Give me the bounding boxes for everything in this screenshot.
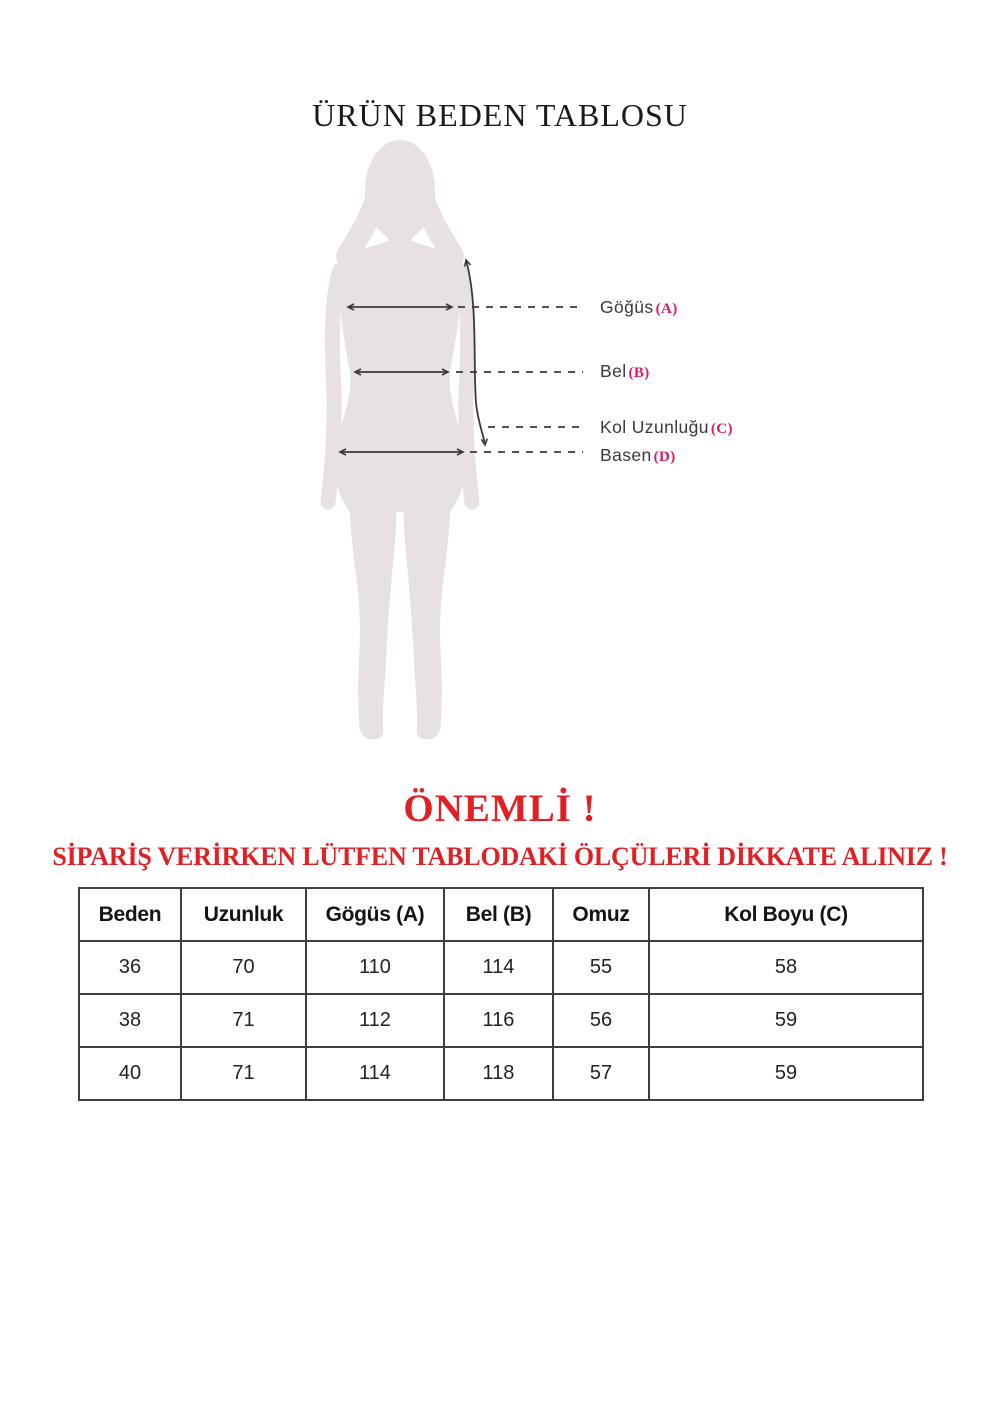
cell: 58 — [649, 941, 923, 994]
warning-text: SİPARİŞ VERİRKEN LÜTFEN TABLODAKİ ÖLÇÜLERİ DİKKATE ALINIZ ! — [52, 842, 948, 871]
size-table — [78, 887, 924, 1101]
cell: 59 — [649, 994, 923, 1047]
cell: 70 — [181, 941, 306, 994]
table-row — [79, 1047, 923, 1100]
label-arm-length-code: (C) — [710, 421, 733, 437]
cell: 114 — [306, 1047, 444, 1100]
header-beden: Beden — [79, 888, 181, 941]
label-hip-code: (D) — [653, 449, 676, 465]
label-chest-text: Göğüs — [600, 297, 654, 317]
header-gogus: Gögüs (A) — [306, 888, 444, 941]
label-arm-length — [600, 416, 733, 438]
label-chest-code: (A) — [655, 301, 678, 317]
cell: 71 — [181, 994, 306, 1047]
cell: 56 — [553, 994, 649, 1047]
cell: 55 — [553, 941, 649, 994]
header-kol-boyu: Kol Boyu (C) — [649, 888, 923, 941]
label-chest — [600, 296, 678, 318]
header-omuz: Omuz — [553, 888, 649, 941]
label-hip-text: Basen — [600, 445, 652, 465]
label-waist — [600, 360, 650, 382]
body-measurement-diagram — [290, 138, 585, 750]
cell: 118 — [444, 1047, 553, 1100]
table-row — [79, 994, 923, 1047]
header-uzunluk: Uzunluk — [181, 888, 306, 941]
cell: 110 — [306, 941, 444, 994]
cell: 116 — [444, 994, 553, 1047]
label-arm-length-text: Kol Uzunluğu — [600, 417, 709, 437]
cell: 36 — [79, 941, 181, 994]
label-waist-code: (B) — [628, 365, 650, 381]
important-heading: ÖNEMLİ ! — [403, 787, 597, 830]
cell: 59 — [649, 1047, 923, 1100]
cell: 112 — [306, 994, 444, 1047]
size-table-header-row — [79, 888, 923, 941]
page-title: ÜRÜN BEDEN TABLOSU — [312, 97, 688, 134]
cell: 38 — [79, 994, 181, 1047]
label-hip — [600, 444, 676, 466]
female-silhouette — [328, 140, 472, 740]
cell: 114 — [444, 941, 553, 994]
header-bel: Bel (B) — [444, 888, 553, 941]
cell: 71 — [181, 1047, 306, 1100]
table-row — [79, 941, 923, 994]
cell: 57 — [553, 1047, 649, 1100]
label-waist-text: Bel — [600, 361, 627, 381]
cell: 40 — [79, 1047, 181, 1100]
